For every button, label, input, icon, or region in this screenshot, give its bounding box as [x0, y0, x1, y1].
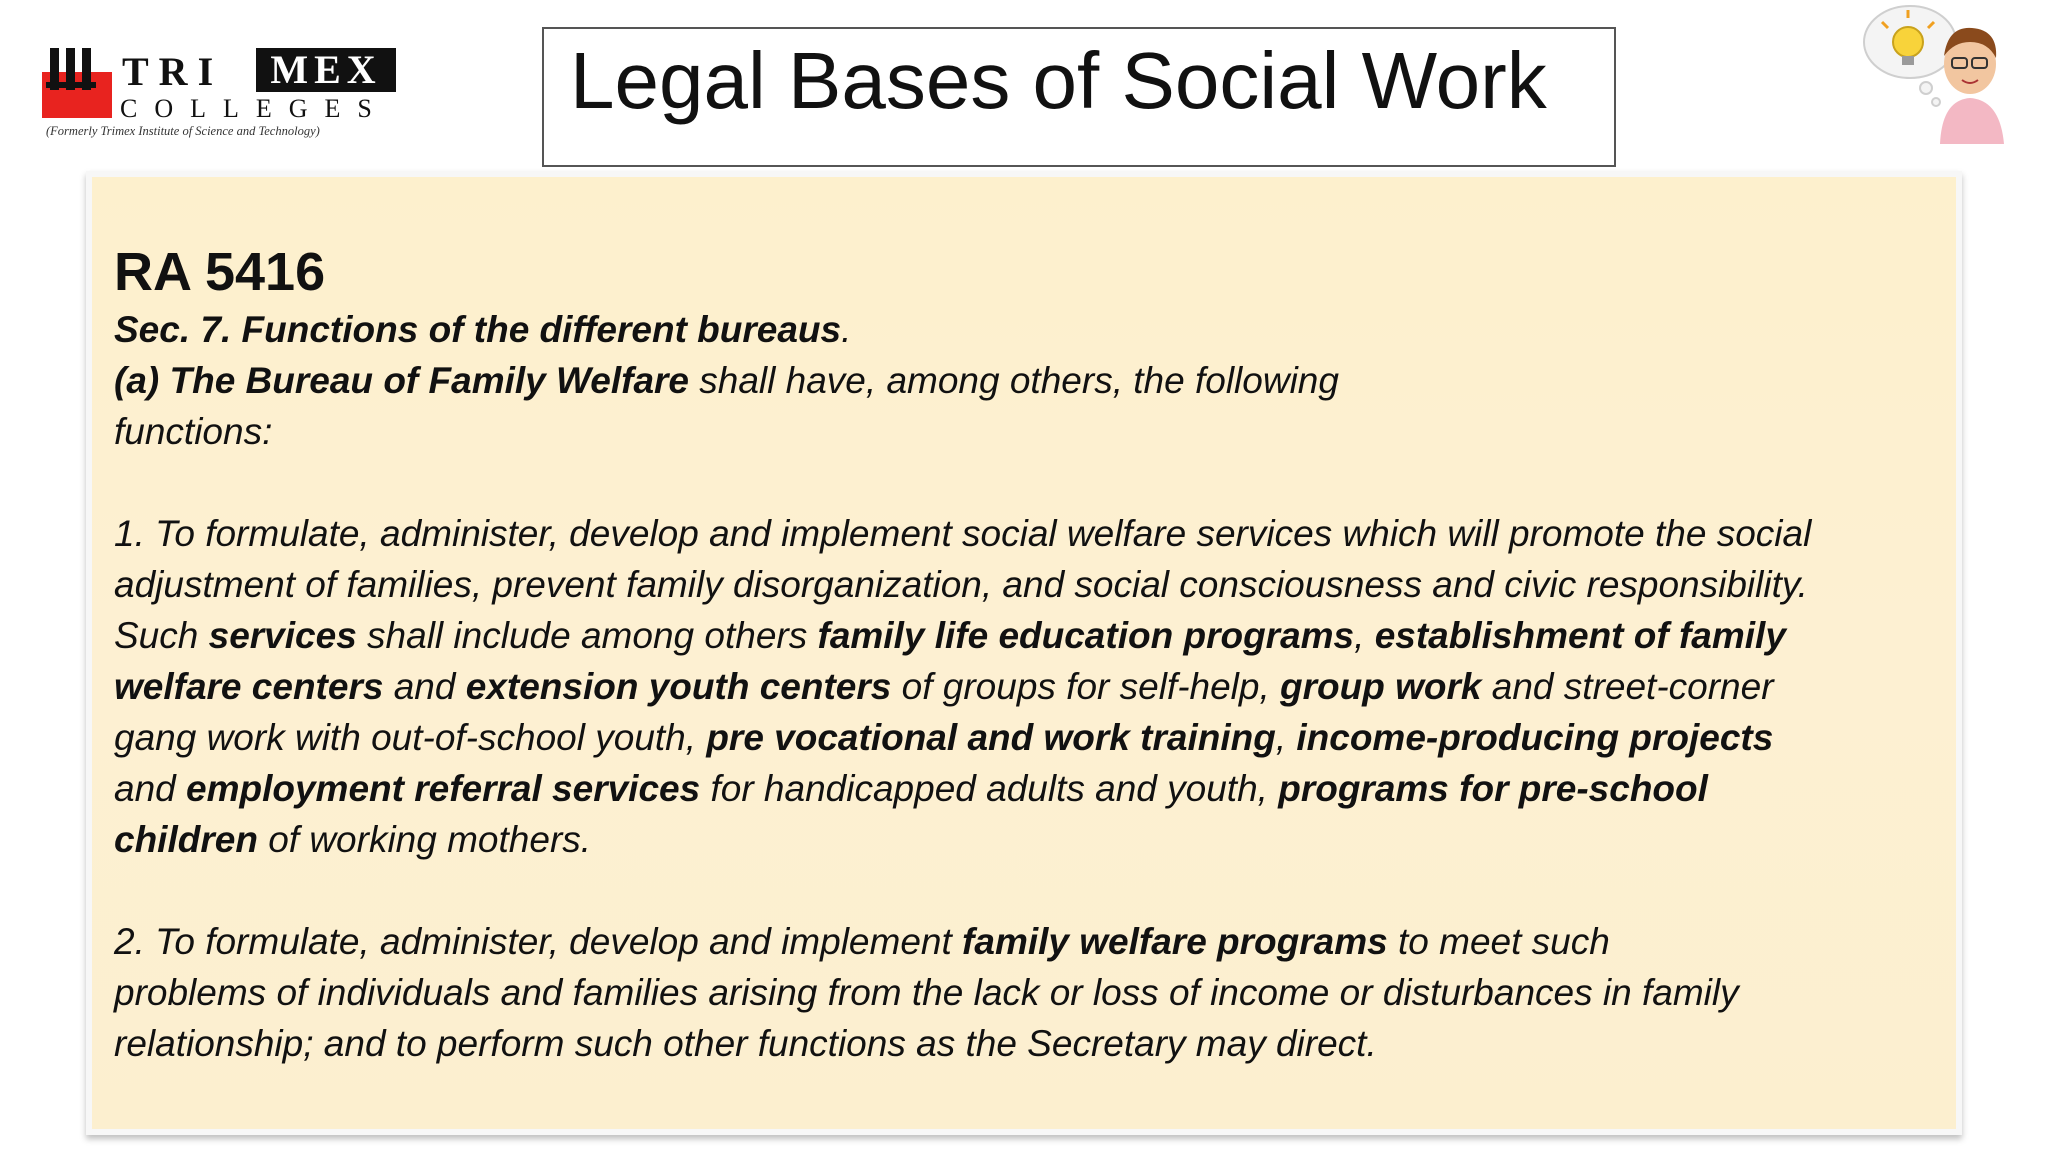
- content-body: [114, 240, 1954, 1069]
- bold-term: employment referral services: [186, 768, 701, 809]
- logo-name-part1: TRI: [122, 49, 224, 94]
- item1-line7: [114, 814, 1954, 865]
- text-run: and: [114, 768, 187, 809]
- text-run: and: [383, 666, 466, 707]
- thinking-lightbulb-icon: [1858, 2, 2008, 144]
- paragraph-gap: [114, 865, 1954, 916]
- section-title-text: Sec. 7. Functions of the different bureaus: [114, 309, 842, 350]
- page-title: Legal Bases of Social Work: [570, 36, 1547, 125]
- piano-keys-icon: [42, 44, 122, 120]
- item1-line4: [114, 661, 1954, 712]
- text-run: Such: [114, 615, 209, 656]
- paragraph-gap: [114, 457, 1954, 508]
- intro-line-2: functions:: [114, 411, 273, 452]
- text-run: and street-corner: [1481, 666, 1774, 707]
- bold-term: pre vocational and work training: [706, 717, 1276, 758]
- item1-line3: [114, 610, 1954, 661]
- logo-name-part2: MEX: [256, 48, 396, 92]
- text-run: for handicapped adults and youth,: [700, 768, 1279, 809]
- item1-line1: 1. To formulate, administer, develop and implement social welfare services which will promote the social: [114, 513, 1812, 554]
- bold-term: services: [208, 615, 357, 656]
- intro-line: [114, 355, 1954, 406]
- bureau-name: (a) The Bureau of Family Welfare: [114, 360, 689, 401]
- bold-term: extension youth centers: [465, 666, 892, 707]
- law-heading: RA 5416: [114, 242, 326, 302]
- section-title: [114, 304, 1954, 355]
- logo-subtitle: COLLEGES: [120, 94, 389, 123]
- content-panel: [86, 171, 1962, 1135]
- bold-term: income-producing projects: [1296, 717, 1774, 758]
- item2-line1: [114, 916, 1954, 967]
- bold-term: welfare centers: [114, 666, 384, 707]
- item2-line2: problems of individuals and families arising from the lack or loss of income or disturbances in family: [114, 972, 1739, 1013]
- bold-term: group work: [1280, 666, 1482, 707]
- text-run: ,: [1275, 717, 1297, 758]
- text-run: of groups for self-help,: [891, 666, 1281, 707]
- text-run: gang work with out-of-school youth,: [114, 717, 707, 758]
- title-box: [542, 27, 1616, 167]
- item1-line2: adjustment of families, prevent family disorganization, and social consciousness and civic responsibility.: [114, 564, 1808, 605]
- item1-line5: [114, 712, 1954, 763]
- item1-line6: [114, 763, 1954, 814]
- intro-rest: shall have, among others, the following: [689, 360, 1339, 401]
- bold-term: family life education programs: [817, 615, 1355, 656]
- bold-term: children: [114, 819, 258, 860]
- text-run: of working mothers.: [257, 819, 592, 860]
- text-run: to meet such: [1387, 921, 1610, 962]
- bold-term: establishment of family: [1374, 615, 1786, 656]
- text-run: shall include among others: [356, 615, 818, 656]
- section-title-period: .: [841, 309, 852, 350]
- text-run: ,: [1354, 615, 1375, 656]
- logo-formerly-note: (Formerly Trimex Institute of Science and Technology): [46, 124, 320, 138]
- bold-term: programs for pre-school: [1278, 768, 1708, 809]
- item2-line3: relationship; and to perform such other functions as the Secretary may direct.: [114, 1023, 1377, 1064]
- text-run: 2. To formulate, administer, develop and implement: [114, 921, 963, 962]
- college-logo: [42, 44, 402, 140]
- bold-term: family welfare programs: [962, 921, 1388, 962]
